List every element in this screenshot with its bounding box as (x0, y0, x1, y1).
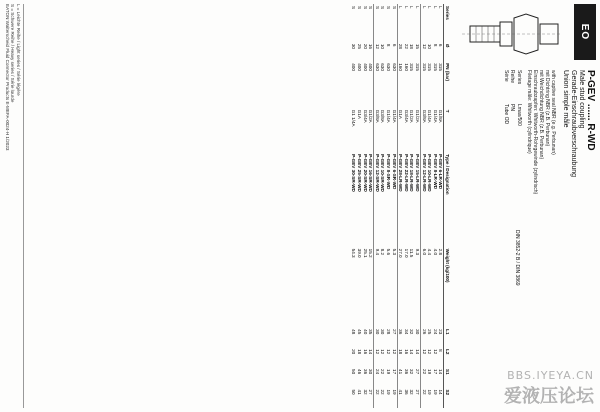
table-cell: 22 (380, 369, 386, 375)
table-cell: 14 (409, 349, 415, 355)
footer-line: S = Schwere Reihe / Heavy series / Série lourde (10, 4, 16, 103)
table-cell: G3/4A (362, 109, 368, 123)
table-cell: 36 (403, 389, 409, 395)
feature-item: Filetage mâle: Whitworth (cylindrique) (526, 70, 532, 154)
col-series: Series (444, 4, 450, 42)
table-cell: 22 (403, 43, 409, 49)
table-cell: L (398, 6, 404, 9)
table-cell: 2.8 (438, 248, 444, 256)
table-cell: 160 (403, 63, 409, 71)
table-cell: 39.0 (357, 248, 363, 258)
forum-watermark (504, 369, 594, 408)
table-cell: 8 (432, 43, 438, 47)
spec-value: PN (509, 104, 516, 111)
table-cell: 32 (409, 329, 415, 335)
table-cell: S (351, 6, 357, 10)
table-cell: 41 (357, 389, 363, 395)
table-cell: 315 (432, 63, 438, 71)
spec-row (509, 70, 516, 200)
table-cell: G1A (357, 109, 363, 119)
table-cell: P-GEV 15-LR-WD (414, 152, 420, 247)
table-cell: G3/8A (421, 109, 427, 123)
table-cell: 41 (398, 389, 404, 395)
table-cell: 24 (432, 329, 438, 335)
table-cell: 30 (414, 327, 420, 347)
table-cell: 400 (357, 63, 363, 71)
table-cell: 36 (362, 369, 368, 375)
title-block (561, 70, 596, 310)
col-s2: S2 (444, 387, 450, 408)
table-cell: L (432, 6, 438, 9)
table-cell: P-GEV 6-LR-WD (438, 154, 444, 190)
table-row (368, 4, 374, 408)
table-row (409, 4, 415, 408)
table-cell: G1/2A (368, 108, 374, 152)
table-cell: 4.4 (427, 248, 433, 256)
table-cell: 5.6 (386, 248, 392, 256)
table-cell: 27.0 (398, 248, 404, 258)
table-cell: P-GEV 16-SR-WD (368, 152, 374, 247)
table-cell: 12 (391, 347, 397, 367)
table-cell: 17 (391, 367, 397, 387)
table-cell: G3/8A (380, 109, 386, 123)
table-cell: 9.4 (374, 248, 380, 256)
table-cell: 25 (357, 43, 363, 49)
footer-line: L = Leichte Reihe / Light series / Série légère (15, 4, 21, 96)
table-cell: 48 (351, 329, 357, 335)
table-cell: 315 (414, 61, 420, 108)
table-cell: 34 (403, 329, 409, 335)
table-cell: 4.0 (432, 248, 438, 256)
table-cell: 8 (438, 349, 444, 352)
table-cell: G3/8A (374, 109, 380, 123)
table-row (397, 4, 403, 408)
table-cell: 18 (398, 349, 404, 355)
table-cell: 630 (386, 63, 392, 71)
table-cell: 41 (398, 369, 404, 375)
table-cell: 54.3 (351, 248, 357, 258)
table-cell: G1A (398, 109, 404, 119)
table-cell: 6 (438, 43, 444, 47)
table-cell: S (357, 6, 363, 10)
col-s1: S1 (444, 367, 450, 387)
table-cell: 15.2 (368, 247, 374, 328)
table-cell: S (374, 6, 380, 10)
standard-reference: DIN 3852-2 B / DIN 3869 (514, 230, 520, 286)
table-cell: 16 (368, 42, 374, 61)
table-cell: 14 (368, 347, 374, 367)
table-cell: P-GEV 25-SR-WD (357, 154, 363, 192)
table-cell: 19 (432, 389, 438, 395)
table-row (357, 4, 363, 408)
table-cell: L (421, 6, 427, 9)
table-cell: 23 (438, 329, 444, 335)
table-cell: L (409, 6, 415, 9)
table-cell: 50 (351, 389, 357, 395)
table-cell: 36 (403, 369, 409, 375)
table-cell: 22 (421, 389, 427, 395)
table-cell: L (403, 6, 409, 9)
spec-key: Series (516, 70, 522, 85)
catalog-table (351, 4, 450, 408)
table-cell: 18 (357, 349, 363, 355)
table-cell: 27 (414, 367, 420, 387)
table-row (403, 4, 409, 408)
table-row (391, 4, 397, 408)
table-cell: G1/4A (432, 109, 438, 123)
watermark-url: BBS.IYEYA.CN (507, 369, 594, 382)
table-cell: S (380, 6, 386, 10)
table-cell: 20 (362, 43, 368, 49)
table-cell: S (386, 6, 392, 10)
table-cell: 12 (421, 43, 427, 49)
table-cell: 26 (421, 329, 427, 335)
subtitle-en: Male stud coupling (578, 70, 585, 129)
table-cell: 18 (409, 43, 415, 49)
table-cell: 12 (421, 349, 427, 355)
table-cell: P-GEV 8-LR-WD (432, 154, 438, 190)
table-cell: 6 (391, 42, 397, 61)
table-row (385, 4, 391, 408)
table-cell: P-GEV 6-SR-WD (391, 152, 397, 247)
table-cell: 22 (374, 389, 380, 395)
table-cell: 12 (427, 349, 433, 355)
table-cell: G1/2A (414, 108, 420, 152)
spec-row (516, 70, 523, 200)
footer-notes (4, 4, 24, 408)
table-cell: 10 (380, 43, 386, 49)
spec-block (503, 70, 523, 200)
table-row (427, 4, 433, 408)
table-cell: 17 (432, 369, 438, 375)
table-cell: P-GEV 8-SR-WD (386, 154, 392, 190)
table-cell: L (414, 4, 420, 42)
table-cell: 27 (391, 327, 397, 347)
table-cell: 16 (403, 349, 409, 355)
table-cell: 32 (409, 369, 415, 375)
table-cell: P-GEV 12-SR-WD (374, 154, 380, 192)
table-header-row (444, 4, 450, 408)
subtitle-de: Gerade-Einschraubverschraubung (570, 70, 577, 178)
feature-item: mit Dichtring NBR (z.B. Perbunan) (544, 70, 550, 147)
table-cell: 14 (438, 389, 444, 395)
table-cell: 400 (368, 61, 374, 108)
product-title: P-GEV ...... R-WD (585, 70, 596, 151)
table-cell: P-GEV 22-LR-WD (403, 154, 409, 192)
table-cell: 35 (368, 327, 374, 347)
table-cell: 160 (398, 63, 404, 71)
col-od: Ø (444, 42, 450, 61)
table-cell: L (438, 6, 444, 9)
table-cell: 20 (351, 349, 357, 355)
table-row (362, 4, 368, 408)
table-row (438, 4, 444, 408)
table-cell: 15 (414, 42, 420, 61)
table-cell: 12 (374, 349, 380, 355)
table-cell: S (391, 4, 397, 42)
table-cell: 315 (427, 63, 433, 71)
table-cell: 24 (374, 369, 380, 375)
spec-value: Tube OD (503, 104, 509, 125)
table-cell: G1/4A (391, 108, 397, 152)
table-cell: 32 (409, 389, 415, 395)
col-l2: L2 (444, 347, 450, 367)
table-cell: 400 (351, 63, 357, 71)
table-cell: S (368, 4, 374, 42)
table-cell: 32 (362, 389, 368, 395)
table-cell: 36 (398, 329, 404, 335)
table-cell: 19 (391, 387, 397, 408)
table-cell: 315 (438, 63, 444, 71)
table-cell: 25 (427, 329, 433, 335)
fitting-drawing (460, 8, 560, 60)
table-row (351, 4, 357, 408)
table-cell: 19 (386, 389, 392, 395)
table-cell: 5.3 (391, 247, 397, 328)
table-cell: 30 (368, 367, 374, 387)
table-cell: P-GEV 18-LR-WD (409, 154, 415, 192)
col-pn: PN (bar) (444, 61, 450, 108)
table-cell: 12 (432, 349, 438, 355)
table-cell: 30 (374, 329, 380, 335)
table-cell: 12 (380, 349, 386, 355)
brand-logo (574, 4, 596, 60)
footer-line: EATON Walterscheid Fluid Connector Products E-MEFA-0024-H 1/2023 (4, 4, 10, 151)
table-cell: 19 (427, 369, 433, 375)
table-cell: 19 (386, 369, 392, 375)
table-cell: 50 (351, 369, 357, 375)
table-cell: 17.0 (403, 248, 409, 258)
table-cell: 12 (374, 43, 380, 49)
table-cell: 8 (386, 43, 392, 47)
table-row (421, 4, 427, 408)
spec-key: Reihe (509, 70, 516, 84)
table-cell: G1/4A (386, 109, 392, 123)
table-cell: 315 (421, 63, 427, 71)
table-row (380, 4, 386, 408)
table-cell: 19 (427, 389, 433, 395)
table-cell: 630 (380, 63, 386, 71)
table-cell: 45 (357, 329, 363, 335)
table-cell: 12 (386, 349, 392, 355)
table-cell: P-GEV 30-SR-WD (351, 154, 357, 192)
feature-item: Einschraubzapfen: Whitworth-Rohrgewinde (zylindrisch) (532, 70, 538, 195)
feature-list (526, 70, 556, 310)
spec-value: Lmax/500 (516, 104, 522, 126)
table-cell: 28 (398, 43, 404, 49)
table-cell: P-GEV 20-SR-WD (362, 154, 368, 192)
table-cell: 40 (362, 329, 368, 335)
spec-key: Série (503, 70, 509, 82)
col-l1: L1 (444, 327, 450, 347)
table-cell: 16 (362, 349, 368, 355)
table-cell: 9.3 (414, 247, 420, 328)
table-cell: 6.0 (421, 248, 427, 256)
table-cell: G1/2A (409, 109, 415, 123)
table-cell: 400 (362, 63, 368, 71)
table-cell: P-GEV 10-SR-WD (380, 154, 386, 192)
table-cell: G3/4A (403, 109, 409, 123)
table-cell: 14 (438, 369, 444, 375)
table-cell: 25.1 (362, 248, 368, 258)
table-cell: 30 (351, 43, 357, 49)
table-cell: 30 (380, 329, 386, 335)
table-cell: 22 (380, 389, 386, 395)
table-cell: G1/8A (438, 109, 444, 123)
brand-text: EO (579, 23, 591, 41)
watermark-name: 爱液压论坛 (504, 386, 594, 407)
feature-item: with captive seal NBR (e.g. Perbunan) (550, 70, 556, 155)
table-cell: L (427, 6, 433, 9)
table-cell: G1/4A (427, 109, 433, 123)
table-row (432, 4, 438, 408)
subtitle-fr: Union simple mâle (562, 70, 569, 128)
table-cell: 630 (374, 63, 380, 71)
table-cell: 27 (368, 387, 374, 408)
table-cell: 11.5 (409, 248, 415, 258)
table-cell: P-GEV 28-LR-WD (398, 154, 404, 192)
col-weight: Weight (kg/100) (444, 247, 450, 328)
table-cell: 27 (414, 387, 420, 408)
table-cell: 28 (386, 329, 392, 335)
table-row (374, 4, 380, 408)
table-cell: 46 (357, 369, 363, 375)
table-cell: P-GEV 12-LR-WD (421, 154, 427, 192)
table-cell: 10 (427, 43, 433, 49)
catalog-table-body (351, 4, 444, 408)
table-cell: 8.2 (380, 248, 386, 256)
table-cell: 14 (414, 347, 420, 367)
spec-row (503, 70, 510, 200)
feature-item: mit Weichdichtung NBR (z.B. Perbunan) (538, 70, 544, 160)
table-row (414, 4, 420, 408)
table-cell: P-GEV 10-LR-WD (427, 154, 433, 192)
table-cell: S (362, 6, 368, 10)
table-cell: 315 (409, 63, 415, 71)
col-thread: T (444, 108, 450, 152)
table-cell: 22 (421, 369, 427, 375)
col-designation: Type / Designation (444, 152, 450, 247)
table-cell: G1 1/4A (351, 109, 357, 127)
table-cell: 630 (391, 61, 397, 108)
